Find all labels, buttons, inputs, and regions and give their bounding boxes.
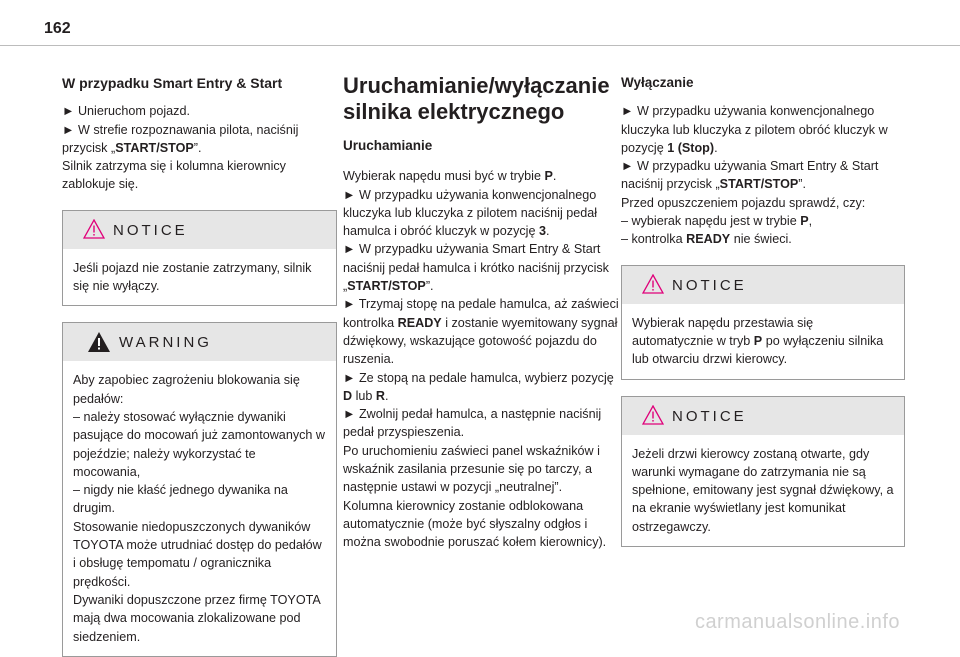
notice-box [62,210,337,307]
notice-text: Jeżeli drzwi kierowcy zostaną otwarte, gdy warunki wymagane do zatrzymania nie są spełnione, emitowany jest sygnał dźwiękowy, a na ekranie wyświetlany jest komunikat ostrzegawczy. [632,446,894,534]
watermark: carmanualsonline.info [694,611,900,633]
warning-triangle-icon [642,405,664,425]
notice-text: Wybierak napędu przestawia się automatycznie w tryb P po wyłączeniu silnika lub otwarciu drzwi kierowcy. [632,315,884,367]
notice-header [622,266,904,304]
notice-label: NOTICE [672,276,747,294]
header-divider [0,45,960,46]
notice-header [622,397,904,435]
warning-box [62,322,337,656]
warning-triangle-icon [642,274,664,294]
warning-header [63,323,336,361]
section-title-start-stop: Uruchamianie/wyłączanie silnika elektrycznego [343,73,610,124]
section-title-smart-entry: W przypadku Smart Entry & Start [62,75,283,91]
column-1 [62,66,337,657]
warning-triangle-icon [83,219,105,239]
column-3 [621,66,905,547]
notice-label: NOTICE [113,221,188,239]
stop-instructions: ► W przypadku używania konwencjonalnego kluczyka lub kluczyka z pilotem obróć kluczyk w pozycję 1 (Stop). ► W przypadku używania Smart Entry & Start naciśnij przycisk „START/STOP”. Przed opuszczeniem pojazdu sprawdź, czy: – wybierak napędu jest w trybie P, – kontrolka READY nie świeci. [621,104,888,247]
smart-entry-steps: ► Unieruchom pojazd. ► W strefie rozpoznawania pilota, naciśnij przycisk „START/STOP”. Silnik zatrzyma się i kolumna kierownicy zablokuje się. [62,104,299,192]
page-number: 162 [44,20,71,37]
notice-text: Jeśli pojazd nie zostanie zatrzymany, silnik się nie wyłączy. [73,260,312,294]
notice-label: NOTICE [672,407,747,425]
notice-box-gear [621,265,905,380]
notice-header [63,211,336,249]
notice-box-door [621,396,905,547]
warning-text: Aby zapobiec zagrożeniu blokowania się pedałów: – należy stosować wyłącznie dywaniki pasujące do mocowań już zamontowanych w pojeździe; należy wykorzystać te mocowania, – nigdy nie kłaść jednego dywanika na drugim. Stosowanie niedopuszczonych dywaników TOYOTA może utrudniać dostęp do pedałów i obsługę tempomatu / ogranicznika prędkości. Dywaniki dopuszczone przez firmę TOYOTA mają dwa mocowania zlokalizowane pod siedzeniem. [73,373,326,644]
column-2 [343,66,623,552]
warning-triangle-icon [87,331,111,353]
subsection-title-start: Uruchamianie [343,138,433,153]
start-instructions: Wybierak napędu musi być w trybie P. ► W przypadku używania konwencjonalnego kluczyka lub kluczyka z pilotem naciśnij pedał hamulca i obróć kluczyk w pozycję 3. ► W przypadku używania Smart Entry & Start naciśnij pedał hamulca i krótko naciśnij przycisk „START/STOP”. ► Trzymaj stopę na pedale hamulca, aż zaświeci kontrolka READY i zostanie wyemitowany sygnał dźwiękowy, wskazujące gotowość pojazdu do ruszenia. ► Ze stopą na pedale hamulca, wybierz pozycję D lub R. ► Zwolnij pedał hamulca, a następnie naciśnij pedał przyspieszenia. Po uruchomieniu zaświeci panel wskaźników i wskaźnik zasilania przesunie się po tarczy, a następnie ustawi w pozycji „neutralnej”. Kolumna kierownicy zostanie odblokowana automatycznie (może być słyszalny odgłos i można swobodnie poruszać kołem kierownicy). [343,169,619,550]
warning-label: WARNING [119,334,212,352]
section-title-stop: Wyłączanie [621,75,694,90]
